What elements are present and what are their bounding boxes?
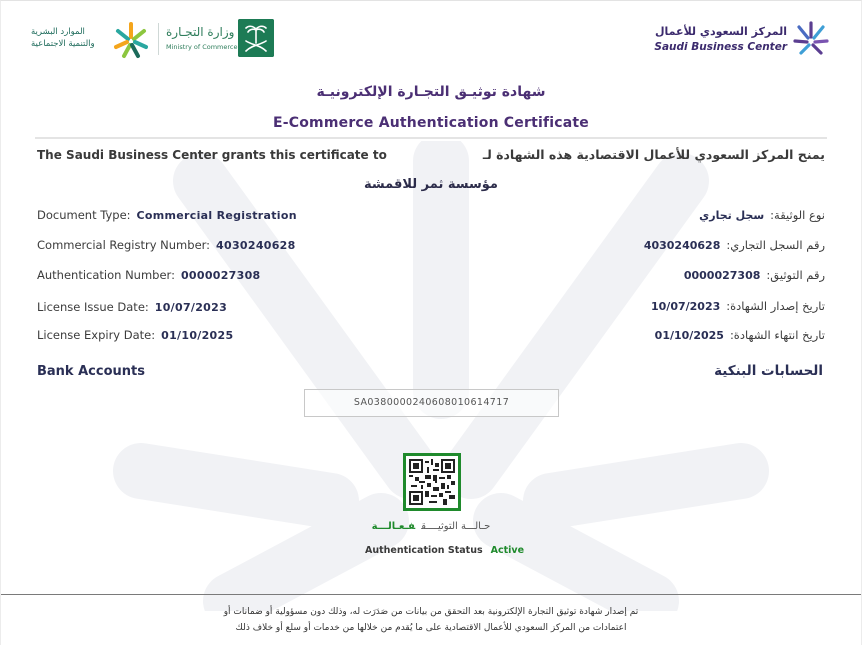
grant-statement-ar: يمنح المركز السعودي للأعمال الاقتصادية هذه الشهادة لـ: [482, 147, 825, 162]
field-label: Commercial Registry Number:: [37, 238, 211, 252]
field-issue-date-en: [37, 300, 227, 314]
field-label: تاريخ إصدار الشهادة:: [726, 299, 825, 313]
authentication-status-en: [365, 545, 524, 556]
sbc-star-icon: [791, 19, 831, 59]
field-value: 01/10/2025: [161, 329, 234, 342]
field-value: 0000027308: [683, 269, 761, 282]
status-value-en: Active: [490, 545, 525, 556]
ministry-of-commerce-logo: [166, 19, 276, 59]
sbc-name-ar: المركز السعودي للأعمال: [655, 25, 787, 38]
field-document-type-en: [37, 208, 297, 222]
palm-swords-emblem-icon: [238, 19, 274, 57]
certificate-title-ar: شهادة توثيـق التجـارة الإلكترونيـة: [316, 84, 546, 100]
status-label-en: Authentication Status: [365, 545, 483, 556]
grantee-name: مؤسسة ثمر للاقمشة: [364, 177, 498, 192]
field-label: رقم السجل التجاري:: [726, 238, 825, 252]
moc-name-en: Ministry of Commerce: [166, 43, 238, 51]
moc-name-ar: وزارة التجـارة: [166, 25, 235, 39]
field-value: 01/10/2025: [654, 329, 724, 342]
header-divider: [158, 23, 159, 55]
footer-disclaimer-line1: تم إصدار شهادة توثيق التجارة الإلكترونية بعد التحقق من بيانات من صَدَرَت له، وذلك دون مسؤولية أو ضمانات أو: [223, 607, 639, 617]
field-authentication-number-en: [37, 268, 261, 282]
hr-ministry-logo: [31, 21, 151, 59]
field-value: 4030240628: [643, 239, 721, 252]
field-label: تاريخ انتهاء الشهادة:: [729, 328, 825, 342]
status-value-ar: فـعـالـــة: [371, 521, 416, 532]
field-label: Authentication Number:: [37, 268, 175, 282]
iban-value: SA0380000240608010614717: [304, 389, 559, 417]
field-expiry-date-ar: [655, 328, 825, 342]
hr-star-icon: [111, 21, 151, 59]
field-label: License Expiry Date:: [37, 328, 156, 342]
footer-disclaimer-line2: اعتمادات من المركز السعودي للأعمال الاقتصادية على ما يُقدم من خلالها من خدمات أو سلع أو خلاف ذلك: [235, 623, 627, 633]
field-registry-number-en: [37, 238, 296, 252]
bank-accounts-heading-en: Bank Accounts: [37, 364, 145, 379]
field-value: Commercial Registration: [136, 209, 297, 222]
hr-name-line1: الموارد البشرية: [31, 27, 85, 37]
field-value: 0000027308: [180, 269, 261, 282]
field-document-type-ar: [699, 208, 825, 222]
field-authentication-number-ar: [684, 268, 825, 282]
status-label-ar: حـالـــة التوثيــــق: [421, 521, 491, 532]
saudi-business-center-logo: [654, 19, 831, 63]
field-value: سجل تجاري: [699, 209, 765, 222]
sbc-name-en: Saudi Business Center: [654, 41, 787, 53]
field-expiry-date-en: [37, 328, 233, 342]
field-label: Document Type:: [37, 208, 131, 222]
qr-code-icon: [409, 459, 455, 505]
certificate-title-en: E-Commerce Authentication Certificate: [272, 115, 589, 131]
authentication-status-ar: [1, 521, 861, 532]
footer-divider: [1, 594, 861, 595]
field-issue-date-ar: [651, 299, 825, 313]
title-divider: [35, 137, 827, 139]
field-label: License Issue Date:: [37, 300, 149, 314]
field-value: 4030240628: [216, 239, 296, 252]
field-value: 10/07/2023: [154, 301, 228, 314]
bank-accounts-heading-ar: الحسابات البنكية: [714, 363, 823, 379]
hr-name-line2: والتنمية الاجتماعية: [31, 39, 95, 49]
grant-statement-en: The Saudi Business Center grants this certificate to: [37, 148, 387, 162]
field-label: رقم التوثيق:: [766, 268, 825, 282]
field-label: نوع الوثيقة:: [770, 208, 825, 222]
field-value: 10/07/2023: [651, 300, 721, 313]
verification-qr-code[interactable]: [403, 453, 461, 511]
field-registry-number-ar: [644, 238, 825, 252]
